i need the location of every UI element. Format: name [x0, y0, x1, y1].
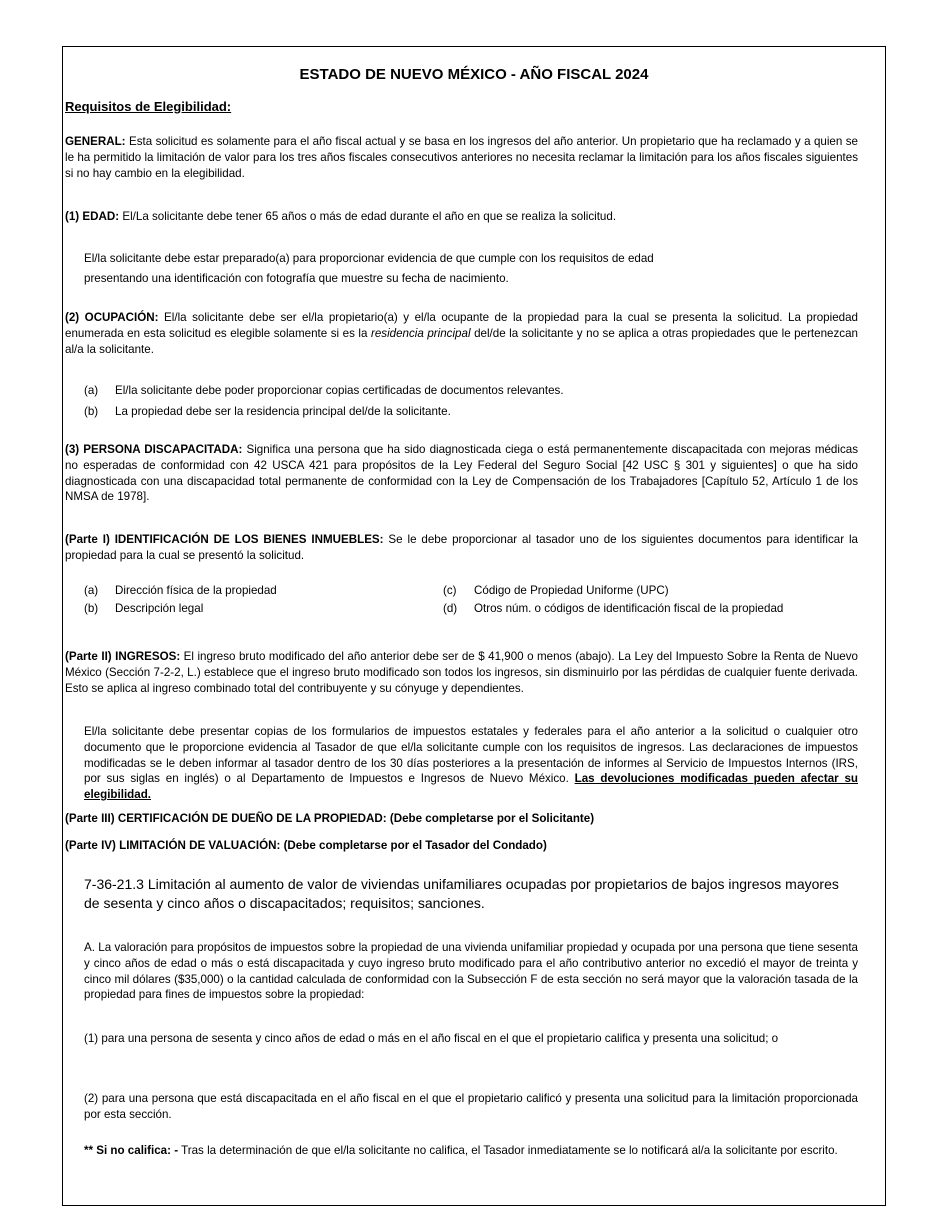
edad-label: (1) EDAD: — [65, 210, 120, 223]
list-item: (b) Descripción legal — [84, 602, 204, 615]
parte4-heading: (Parte IV) LIMITACIÓN DE VALUACIÓN: (Debe completarse por el Tasador del Condado) — [65, 839, 547, 852]
list-item: (d) Otros núm. o códigos de identificación fiscal de la propiedad — [443, 602, 784, 615]
parte2-section — [65, 649, 858, 696]
no-califica-text: Tras la determinación de que el/la solicitante no califica, el Tasador inmediatamente se lo notificará al/a la solicitante por escrito. — [181, 1144, 838, 1157]
ocupacion-section — [65, 310, 858, 357]
parte3-heading: (Parte III) CERTIFICACIÓN DE DUEÑO DE LA PROPIEDAD: (Debe completarse por el Solicitante) — [65, 812, 595, 825]
edad-line-2: presentando una identificación con fotografía que muestre su fecha de nacimiento. — [84, 272, 509, 285]
no-califica-note — [84, 1143, 858, 1159]
discapacitada-text: Significa una persona que ha sido diagnosticada ciega o está permanentemente discapacitada con mejoras médicas no esperadas de conformidad con 42 USCA 421 para propósitos de la Ley Federal del Seguro Social [42 USC § 301 y siguientes] o que ha sido diagnosticada con una discapacidad total permanente de conformidad con la Ley de Compensación de los Trabajadores [Capítulo 52, Artículo 1 de los NMSA de 1978]. — [65, 443, 858, 504]
eligibility-heading: Requisitos de Elegibilidad: — [65, 99, 232, 114]
list-item: (a) El/la solicitante debe poder proporcionar copias certificadas de documentos relevantes. — [84, 384, 564, 397]
parte1-label: (Parte I) IDENTIFICACIÓN DE LOS BIENES INMUEBLES: — [65, 533, 384, 546]
parte2-text: El ingreso bruto modificado del año anterior debe ser de $ 41,900 o menos (abajo). La Ley del Impuesto Sobre la Renta de Nuevo México (Sección 7-2-2, L.) establece que el ingreso bruto modificado son todos los ingresos, sin disminuirlo por las pérdidas de cualquier fuente derivada. Esto se aplica al ingreso combinado total del contribuyente y su cónyuge y dependientes. — [65, 650, 858, 695]
ocupacion-text-a: El/la solicitante debe ser el/la propietario(a) y el/la ocupante de la propiedad para la cual se presenta la solicitud. La propiedad enumerada en esta solicitud es elegible solamente si es la — [65, 311, 858, 340]
list-item: (b) La propiedad debe ser la residencia principal del/de la solicitante. — [84, 405, 451, 418]
edad-text: El/La solicitante debe tener 65 años o más de edad durante el año en que se realiza la solicitud. — [122, 210, 617, 223]
parte2-label: (Parte II) INGRESOS: — [65, 650, 181, 663]
edad-line-1: El/la solicitante debe estar preparado(a) para proporcionar evidencia de que cumple con los requisitos de edad — [84, 252, 654, 265]
discapacitada-section — [65, 442, 858, 505]
general-label: GENERAL: — [65, 135, 126, 148]
ocupacion-text-b: del/de la solicitante y no se aplica a otras propiedades que le pertenezcan al/a la solicitante. — [65, 326, 858, 356]
edad-section — [65, 209, 858, 225]
parte2-warning: Las devoluciones modificadas pueden afectar su elegibilidad. — [84, 772, 858, 802]
parte1-text: Se le debe proporcionar al tasador uno de los siguientes documentos para identificar la propiedad para la cual se presentó la solicitud. — [65, 533, 858, 562]
ocupacion-text-italic: residencia principal — [370, 326, 471, 340]
statute-item-2: (2) para una persona que está discapacitada en el año fiscal en el que el propietario calificó y presenta una solicitud para la limitación proporcionada por esta sección. — [84, 1092, 858, 1121]
parte1-section — [65, 532, 858, 564]
general-text: Esta solicitud es solamente para el año fiscal actual y se basa en los ingresos del año anterior. Un propietario que ha reclamado y a quien se le ha permitido la limitación de valor para los tres años fiscales consecutivos anteriores no necesita reclamar la limitación para los años fiscales siguientes si no hay cambio en la elegibilidad. — [65, 135, 858, 180]
statute-title: 7-36-21.3 Limitación al aumento de valor de viviendas unifamiliares ocupadas por propietarios de bajos ingresos mayores de sesenta y cinco años o discapacitados; requisitos; sanciones. — [84, 876, 839, 911]
parte2-paragraph — [84, 724, 858, 803]
discapacitada-label: (3) PERSONA DISCAPACITADA: — [65, 443, 243, 456]
list-item: (c) Código de Propiedad Uniforme (UPC) — [443, 584, 669, 597]
general-section — [65, 134, 858, 181]
parte2-para-text: El/la solicitante debe presentar copias de los formularios de impuestos estatales y federales para el año anterior a la solicitud o cualquier otro documento que le proporcione evidencia al Tasador de que el/la solicitante cumple con los requisitos de ingresos. Las declaraciones de impuestos modificadas se le deben informar al tasador dentro de los 30 días posteriores a la presentación de informes al Servicio de Impuestos Internos (IRS, por sus siglas en inglés) o al Departamento de Impuestos e Ingresos de Nuevo México. — [84, 725, 858, 786]
ocupacion-label: (2) OCUPACIÓN: — [65, 311, 159, 324]
no-califica-label: ** Si no califica: - — [84, 1144, 179, 1157]
page-title: ESTADO DE NUEVO MÉXICO - AÑO FISCAL 2024 — [299, 66, 649, 83]
statute-subsection-a: A. La valoración para propósitos de impuestos sobre la propiedad de una vivienda unifamiliar propiedad y ocupada por una persona que tiene sesenta y cinco años de edad o más o está discapacitada y cuyo ingreso bruto modificado para el año contributivo anterior no excedió el mayor de treinta y cinco mil dólares ($35,000) o la cantidad calculada de conformidad con la Subsección F de esta sección no será mayor que la valoración tasada de la propiedad para fines de impuestos sobre la propiedad: — [84, 941, 858, 1002]
statute-item-1: (1) para una persona de sesenta y cinco años de edad o más en el año fiscal en el que el propietario califica y presenta una solicitud; o — [84, 1032, 779, 1045]
list-item: (a) Dirección física de la propiedad — [84, 584, 277, 597]
